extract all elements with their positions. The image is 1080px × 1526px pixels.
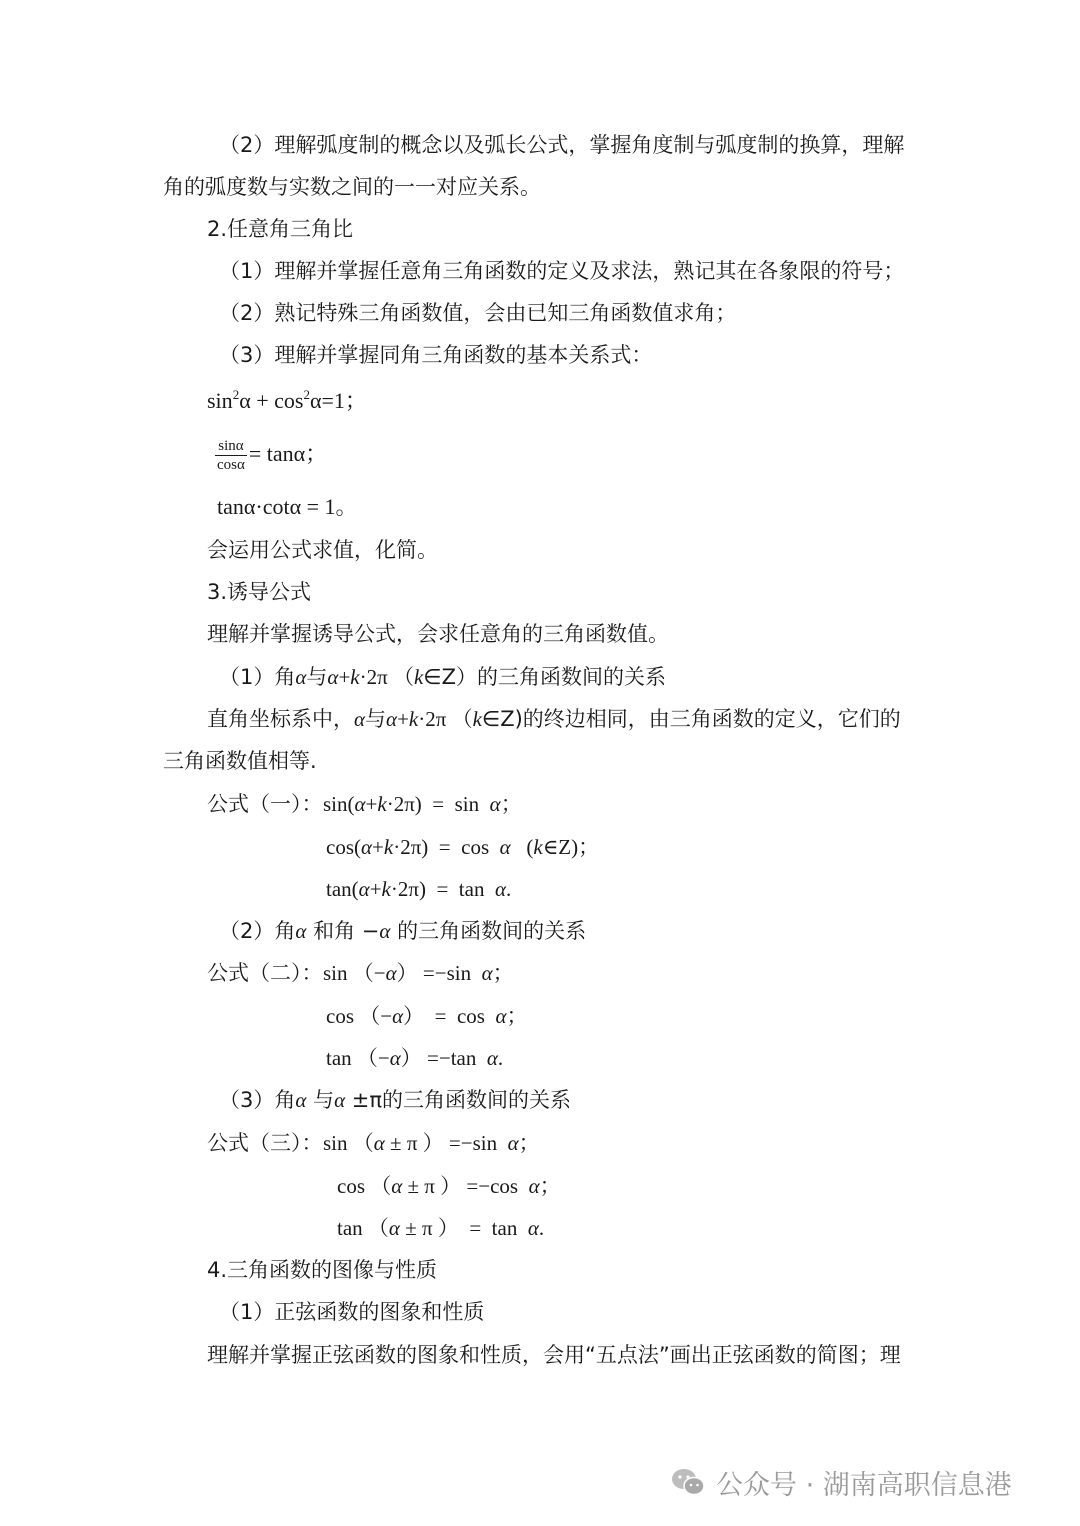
text-line: 角的弧度数与实数之间的一一对应关系。 (163, 175, 541, 199)
formula-2-row-2: cos （−α） = cos α； (326, 1004, 528, 1028)
watermark-text: 公众号 · 湖南高职信息港 (716, 1469, 1012, 1501)
text-line: （2）熟记特殊三角函数值，会由已知三角函数值求角； (219, 301, 737, 325)
equation-sin2-cos2: $\sin^2\alpha + \cos^2\alpha=1$； (207, 387, 367, 413)
text-line: 理解并掌握诱导公式，会求任意角的三角函数值。 (207, 622, 669, 646)
wechat-icon (668, 1462, 708, 1502)
formula-label-2: 公式（二）： (207, 961, 323, 985)
equation-tan-quotient: $\frac{\sin\alpha}{\cos\alpha}$ = tanα； (217, 438, 328, 474)
formula-1-row-3: tan(α+k·2π) = tan α. (326, 877, 512, 901)
formula-3-row-2: cos （α ± π ） =−cos α； (337, 1174, 561, 1198)
formula-1-row-1: sin(α+k·2π) = sin α； (323, 792, 522, 816)
formula-3-row-1: sin （α ± π ） =−sin α； (323, 1131, 540, 1155)
formula-2-row-1: sin （−α） =−sin α； (323, 961, 514, 985)
formula-1-row-2: cos(α+k·2π) = cos α (k∈Z)； (326, 835, 600, 859)
formula-2-row-3: tan （−α） =−tan α. (326, 1046, 504, 1070)
text-line: （3）理解并掌握同角三角函数的基本关系式： (219, 343, 653, 367)
formula-label-3: 公式（三）： (207, 1131, 323, 1155)
subheading-relation-1: （1）角α与α+k·2π （k∈Z）的三角函数间的关系 (219, 665, 666, 689)
text-line: （2）理解弧度制的概念以及弧长公式，掌握角度制与弧度制的换算，理解 (219, 133, 905, 157)
text-line: 会运用公式求值，化简。 (207, 538, 438, 562)
subheading-relation-3: （3）角α 与α ±π的三角函数间的关系 (219, 1088, 572, 1112)
text-line: 三角函数值相等. (163, 749, 317, 773)
formula-label-1: 公式（一）： (207, 792, 323, 816)
wechat-watermark (668, 1462, 1012, 1502)
formula-3-row-3: tan （α ± π ） = tan α. (337, 1216, 545, 1240)
text-line: （1）正弦函数的图象和性质 (219, 1300, 485, 1324)
text-line: （1）理解并掌握任意角三角函数的定义及求法，熟记其在各象限的符号； (219, 259, 905, 283)
fraction: $\frac{\sin\alpha}{\cos\alpha}$ (217, 438, 245, 474)
subheading-relation-2: （2）角α 和角 −α 的三角函数间的关系 (219, 919, 587, 943)
text-line: 直角坐标系中，α与α+k·2π （k∈Z)的终边相同，由三角函数的定义，它们的 (207, 707, 901, 731)
section-heading: 4.三角函数的图像与性质 (207, 1258, 438, 1282)
section-heading: 3.诱导公式 (207, 580, 312, 604)
text-line: 理解并掌握正弦函数的图象和性质，会用“五点法”画出正弦函数的简图；理 (207, 1343, 901, 1367)
section-heading: 2.任意角三角比 (207, 217, 354, 241)
equation-tan-cot: tanα·cotα = 1。 (217, 494, 358, 519)
